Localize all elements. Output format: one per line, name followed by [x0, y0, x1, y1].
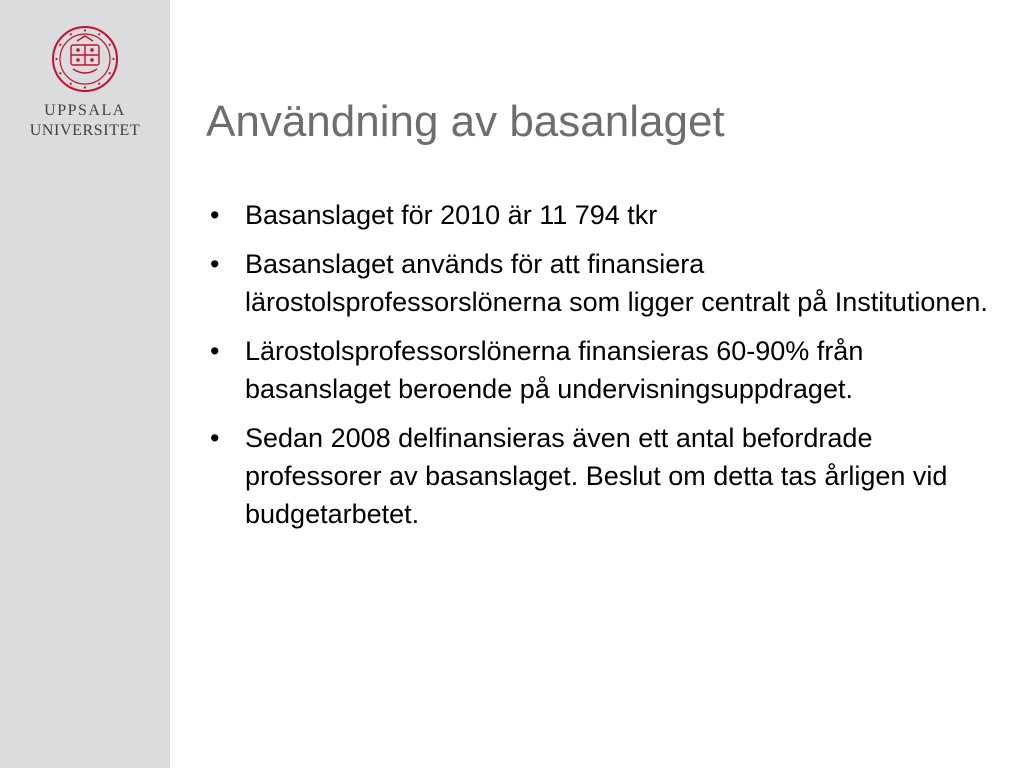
- bullet-list: [206, 196, 996, 544]
- bullet-text: Sedan 2008 delfinansieras även ett antal befordrade professorer av basanslaget. Beslut om detta tas årligen vid budgetarbetet.: [245, 423, 948, 529]
- bullet-dot: •: [210, 423, 220, 453]
- bullet-item: [206, 245, 996, 321]
- university-name-line-1: UPPSALA: [44, 102, 126, 119]
- bullet-item: [206, 332, 996, 408]
- university-name-line-2: UNIVERSITET: [29, 122, 141, 139]
- slide-title: Användning av basanlaget: [206, 97, 725, 146]
- university-seal-icon: [51, 25, 119, 93]
- bullet-text: Basanslaget för 2010 är 11 794 tkr: [245, 200, 658, 230]
- bullet-dot: •: [210, 336, 220, 366]
- bullet-text: Basanslaget används för att finansiera lärostolsprofessorslönerna som ligger centralt på Institutionen.: [245, 249, 988, 317]
- bullet-dot: •: [210, 200, 220, 230]
- sidebar: [0, 0, 170, 768]
- bullet-item: [206, 196, 996, 234]
- bullet-text: Lärostolsprofessorslönerna finansieras 60-90% från basanslaget beroende på undervisningsuppdraget.: [245, 336, 864, 404]
- bullet-dot: •: [210, 249, 220, 279]
- bullet-item: [206, 419, 996, 533]
